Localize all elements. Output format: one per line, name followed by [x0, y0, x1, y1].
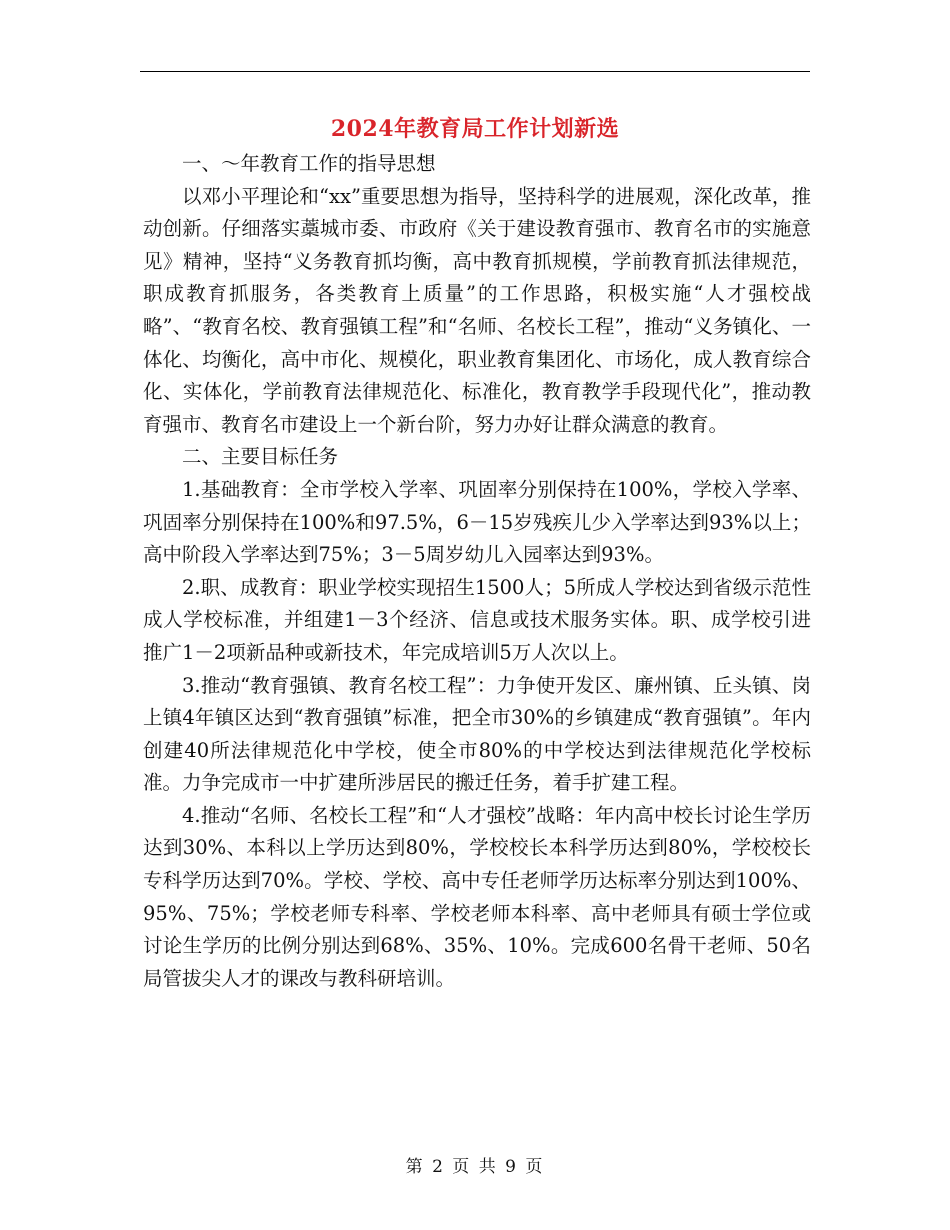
- page-number-footer: 第 2 页 共 9 页: [405, 1157, 545, 1177]
- paragraph-basic-education: 1.基础教育：全市学校入学率、巩固率分别保持在100%，学校入学率、巩固率分别保持在100%和97.5%，6－15岁残疾儿少入学率达到93%以上；高中阶段入学率达到75%；3－5周岁幼儿入园率达到93%。: [143, 477, 811, 567]
- header-rule: [140, 71, 810, 72]
- section-heading-guiding-ideology: 一、～年教育工作的指导思想: [182, 152, 436, 175]
- paragraph-vocational-education: 2.职、成教育：职业学校实现招生1500人；5所成人学校达到省级示范性成人学校标准，并组建1－3个经济、信息或技术服务实体。职、成学校引进推广1－2项新品种或新技术，年完成培训5万人次以上。: [143, 575, 811, 664]
- document-title: 2024年教育局工作计划新选: [330, 116, 620, 142]
- paragraph-guiding-ideology: 以邓小平理论和“xx”重要思想为指导，坚持科学的进展观，深化改革，推动创新。仔细落实藁城市委、市政府《关于建设教育强市、教育名市的实施意见》精神，坚持“义务教育抓均衡，高中教育抓规模，学前教育抓法律规范，职成教育抓服务，各类教育上质量”的工作思路，积极实施“人才强校战略”、“教育名校、教育强镇工程”和“名师、名校长工程”，推动“义务镇化、一体化、均衡化，高中市化、规模化，职业教育集团化、市场化，成人教育综合化、实体化，学前教育法律规范化、标准化，教育教学手段现代化”，推动教育强市、教育名市建设上一个新台阶，努力办好让群众满意的教育。: [143, 184, 811, 436]
- paragraph-strong-town-project: 3.推动“教育强镇、教育名校工程”：力争使开发区、廉州镇、丘头镇、岗上镇4年镇区达到“教育强镇”标准，把全市30%的乡镇建成“教育强镇”。年内创建40所法律规范化中学校，使全市80%的中学校达到法律规范化学校标准。力争完成市一中扩建所涉居民的搬迁任务，着手扩建工程。: [143, 673, 811, 795]
- document-body: [143, 148, 811, 995]
- section-heading-main-goals: 二、主要目标任务: [182, 445, 339, 469]
- paragraph-famous-teacher-project: 4.推动“名师、名校长工程”和“人才强校”战略：年内高中校长讨论生学历达到30%、本科以上学历达到80%，学校校长本科学历达到80%，学校校长专科学历达到70%。学校、学校、高中专任老师学历达标率分别达到100%、95%、75%；学校老师专科率、学校老师本科率、高中老师具有硕士学位或讨论生学历的比例分别达到68%、35%、10%。完成600名骨干老师、50名局管拔尖人才的课改与教科研培训。: [143, 803, 811, 990]
